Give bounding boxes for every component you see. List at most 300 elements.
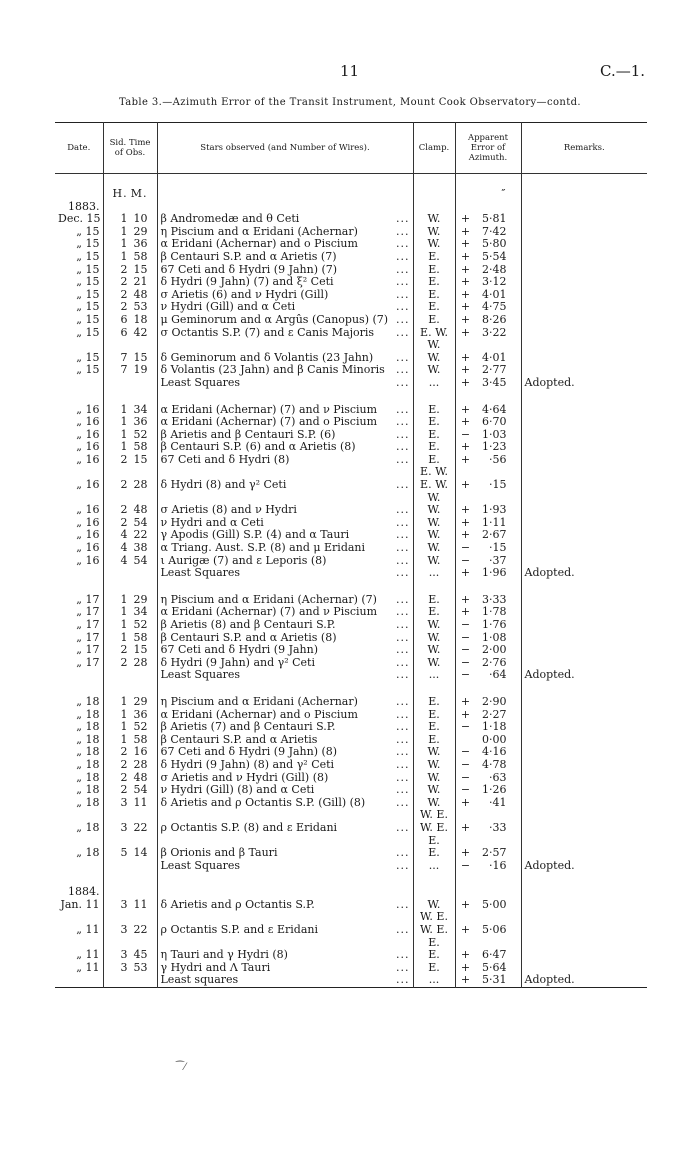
time-cell: [103, 479, 157, 492]
error-cell: [455, 441, 521, 454]
remark-cell: [521, 911, 647, 924]
stars-cell: ... 67 Ceti and δ Hydri (9 Jahn) (8): [157, 746, 413, 759]
error-cell: [455, 696, 521, 709]
date-cell: [55, 937, 103, 950]
table-row: [55, 657, 647, 670]
error-value: 3·33: [482, 593, 507, 606]
stars-text: β Centauri S.P. (6) and α Arietis (8): [160, 441, 356, 454]
clamp-cell: W.: [413, 492, 455, 505]
clamp-cell: E.: [413, 441, 455, 454]
clamp-cell: W. E.: [413, 809, 455, 822]
minute-value: 11: [133, 898, 148, 911]
table-row: [55, 937, 647, 950]
stars-cell: [157, 339, 413, 352]
table-row: [55, 479, 647, 492]
stars-cell: ... δ Hydri (8) and γ² Ceti: [157, 479, 413, 492]
time-cell: [103, 542, 157, 555]
hour-value: 5: [120, 847, 128, 860]
stars-cell: ... σ Arietis (8) and ν Hydri: [157, 504, 413, 517]
date-cell: [55, 682, 103, 696]
remark-cell: [521, 492, 647, 505]
stars-cell: ... η Piscium and α Eridani (Achernar) (7): [157, 594, 413, 607]
error-sign: +: [460, 504, 471, 517]
date-cell: Dec. 15: [58, 213, 101, 226]
date-cell: [55, 835, 103, 848]
hour-value: 2: [120, 453, 128, 466]
remark-cell: [521, 721, 647, 734]
stars-cell: ... 67 Ceti and δ Hydri (9 Jahn) (7): [157, 264, 413, 277]
hour-value: 7: [120, 351, 128, 364]
date-cell: [55, 669, 103, 682]
minute-value: 29: [133, 593, 148, 606]
error-sign: +: [460, 441, 471, 454]
table-row: [55, 962, 647, 975]
time-cell: [103, 721, 157, 734]
stars-text: Least Squares: [160, 859, 241, 872]
date-cell: „ 17: [76, 619, 100, 631]
minute-value: 54: [133, 516, 148, 529]
minute-value: 42: [133, 326, 148, 339]
time-cell: [103, 860, 157, 873]
error-value: ·15: [489, 479, 507, 492]
error-sign: −: [460, 669, 471, 682]
clamp-cell: [413, 682, 455, 696]
stars-text: γ Apodis (Gill) S.P. (4) and α Tauri: [160, 529, 350, 542]
hour-value: 1: [120, 695, 128, 708]
stars-text: σ Octantis S.P. (7) and ε Canis Majoris: [160, 326, 375, 339]
error-cell: [455, 632, 521, 645]
error-value: 2·57: [482, 847, 507, 860]
table-row: [55, 772, 647, 785]
clamp-cell: W.: [413, 364, 455, 377]
page-number: 11: [340, 62, 360, 80]
stars-text: ι Aurigæ (7) and ε Leporis (8): [160, 554, 327, 567]
table-row: [55, 504, 647, 517]
stars-text: β Arietis and β Centauri S.P. (6): [160, 428, 336, 441]
spacer-row: [55, 580, 647, 594]
clamp-cell: [413, 201, 455, 214]
date-cell: „ 18: [76, 771, 100, 784]
error-cell: [455, 759, 521, 772]
remark-cell: [521, 454, 647, 467]
stars-text: 67 Ceti and δ Hydri (9 Jahn): [160, 644, 318, 657]
stars-text: β Centauri S.P. and α Arietis (8): [160, 631, 337, 644]
stars-text: γ Hydri and Λ Tauri: [160, 961, 271, 974]
time-cell: [103, 734, 157, 747]
error-value: ·64: [489, 669, 507, 682]
hour-value: 1: [120, 225, 128, 238]
error-cell: [455, 429, 521, 442]
hour-value: 1: [120, 631, 128, 644]
stars-cell: ... μ Geminorum and α Argûs (Canopus) (7): [157, 314, 413, 327]
error-cell: [455, 594, 521, 607]
date-cell: „ 18: [76, 847, 100, 860]
error-value: 5·31: [482, 974, 507, 987]
clamp-cell: ...: [413, 567, 455, 580]
remark-cell: [521, 542, 647, 555]
stars-cell: ... β Arietis (8) and β Centauri S.P.: [157, 619, 413, 632]
stars-cell: ... ρ Octantis S.P. (8) and ε Eridani: [157, 822, 413, 835]
time-cell: [103, 529, 157, 542]
header-row: [55, 123, 647, 174]
date-cell: „ 11: [76, 949, 100, 962]
error-value: 1·11: [482, 516, 507, 529]
time-cell: [103, 797, 157, 810]
remark-cell: [521, 404, 647, 417]
time-cell: [103, 657, 157, 670]
table-row: [55, 734, 647, 747]
time-cell: [103, 364, 157, 377]
error-sign: +: [460, 313, 471, 326]
clamp-cell: W.: [413, 797, 455, 810]
error-sign: +: [460, 924, 471, 937]
stars-cell: ... β Arietis and β Centauri S.P. (6): [157, 429, 413, 442]
date-cell: „ 18: [76, 796, 100, 809]
remark-cell: [521, 416, 647, 429]
time-cell: [103, 466, 157, 479]
error-sign: +: [460, 403, 471, 416]
time-cell: [103, 301, 157, 314]
stars-text: Least squares: [160, 974, 239, 987]
stars-cell: ... σ Arietis (6) and ν Hydri (Gill): [157, 289, 413, 302]
error-sign: +: [460, 479, 471, 492]
stars-cell: [157, 492, 413, 505]
error-value: 6·47: [482, 949, 507, 962]
time-cell: [103, 517, 157, 530]
col-header-remarks: Remarks.: [521, 123, 647, 174]
time-cell: [103, 809, 157, 822]
minute-value: 36: [133, 416, 148, 429]
stars-cell: ... β Centauri S.P. and α Arietis: [157, 734, 413, 747]
clamp-cell: [413, 580, 455, 594]
hour-value: 1: [120, 708, 128, 721]
hours-unit: H.: [112, 188, 128, 200]
document-code: C.—1.: [600, 62, 646, 80]
clamp-cell: W.: [413, 352, 455, 365]
error-value: 8·26: [482, 313, 507, 326]
error-sign: +: [460, 796, 471, 809]
stars-cell: [157, 886, 413, 899]
remark-cell: [521, 226, 647, 239]
error-cell: [455, 682, 521, 696]
date-cell: „ 18: [76, 708, 100, 721]
error-sign: +: [460, 593, 471, 606]
minute-value: 22: [133, 821, 148, 834]
minute-value: 34: [133, 403, 148, 416]
hour-value: 2: [120, 263, 128, 276]
table-row: [55, 314, 647, 327]
time-cell: [103, 784, 157, 797]
stars-cell: [157, 466, 413, 479]
date-cell: [55, 466, 103, 479]
time-cell: [103, 213, 157, 226]
error-cell: [455, 339, 521, 352]
clamp-cell: W.: [413, 772, 455, 785]
clamp-cell: E. W.: [413, 466, 455, 479]
time-cell: [103, 924, 157, 937]
date-cell: „ 17: [76, 593, 100, 606]
table-row: [55, 377, 647, 390]
error-cell: [455, 238, 521, 251]
error-value: 3·22: [482, 326, 507, 339]
stars-cell: ... η Piscium and α Eridani (Achernar): [157, 226, 413, 239]
error-sign: +: [460, 263, 471, 276]
time-cell: [103, 746, 157, 759]
hour-value: 1: [120, 238, 128, 251]
time-cell: [103, 201, 157, 214]
minute-value: 58: [133, 733, 148, 746]
hour-value: 4: [120, 554, 128, 567]
error-value: 1·78: [482, 606, 507, 619]
table-row: [55, 466, 647, 479]
minute-value: 10: [133, 213, 148, 226]
stars-cell: ... σ Octantis S.P. (7) and ε Canis Majoris: [157, 327, 413, 340]
error-sign: −: [460, 619, 471, 631]
error-value: 0·00: [482, 733, 507, 746]
time-cell: [103, 949, 157, 962]
error-sign: +: [460, 821, 471, 834]
hour-value: 2: [120, 771, 128, 784]
error-value: 4·01: [482, 351, 507, 364]
hour-value: 2: [120, 784, 128, 797]
error-value: 1·96: [482, 567, 507, 580]
remark-cell: [521, 682, 647, 696]
table-row: [55, 784, 647, 797]
time-cell: [103, 937, 157, 950]
time-cell: [103, 594, 157, 607]
date-cell: „ 15: [76, 263, 100, 276]
date-cell: „ 15: [76, 351, 100, 364]
error-cell: [455, 746, 521, 759]
date-cell: „ 15: [76, 288, 100, 301]
remark-cell: [521, 529, 647, 542]
date-cell: „ 16: [76, 416, 100, 429]
date-cell: „ 16: [76, 516, 100, 529]
remark-cell: [521, 289, 647, 302]
stars-cell: ... ρ Octantis S.P. and ε Eridani: [157, 924, 413, 937]
error-value: ·37: [489, 554, 507, 567]
stars-cell: [157, 580, 413, 594]
remark-cell: [521, 606, 647, 619]
minute-value: 14: [133, 847, 148, 860]
error-sign: −: [460, 542, 471, 555]
stars-text: δ Arietis and ρ Octantis S.P.: [160, 898, 315, 911]
table-row: [55, 276, 647, 289]
time-cell: [103, 567, 157, 580]
time-cell: [103, 619, 157, 632]
error-value: ·63: [489, 771, 507, 784]
error-cell: [455, 709, 521, 722]
stars-text: Least Squares: [160, 669, 241, 682]
error-sign: −: [460, 554, 471, 567]
table-row: [55, 822, 647, 835]
table-body: [55, 174, 647, 988]
time-cell: [103, 251, 157, 264]
table-row: [55, 746, 647, 759]
error-cell: [455, 504, 521, 517]
table-row: [55, 213, 647, 226]
time-cell: [103, 709, 157, 722]
table-row: [55, 709, 647, 722]
stars-cell: [157, 682, 413, 696]
hour-value: 2: [120, 479, 128, 492]
error-cell: [455, 492, 521, 505]
stars-cell: ... Least squares: [157, 974, 413, 987]
time-cell: [103, 974, 157, 987]
error-cell: [455, 529, 521, 542]
error-value: 4·16: [482, 746, 507, 759]
error-sign: +: [460, 567, 471, 580]
date-cell: „ 16: [76, 441, 100, 454]
remark-cell: [521, 264, 647, 277]
table-row: [55, 226, 647, 239]
date-cell: „ 16: [76, 403, 100, 416]
units-row: [55, 188, 647, 201]
stars-text: δ Hydri (9 Jahn) (8) and γ² Ceti: [160, 758, 335, 771]
error-sign: −: [460, 656, 471, 669]
stars-cell: ... γ Apodis (Gill) S.P. (4) and α Tauri: [157, 529, 413, 542]
remark-cell: [521, 466, 647, 479]
date-cell: [55, 809, 103, 822]
minute-value: 38: [133, 542, 148, 555]
minute-value: 54: [133, 554, 148, 567]
date-cell: „ 16: [76, 453, 100, 466]
stars-cell: [157, 201, 413, 214]
date-cell: [55, 567, 103, 580]
time-cell: [103, 390, 157, 404]
clamp-cell: W.: [413, 542, 455, 555]
clamp-cell: E.: [413, 734, 455, 747]
minute-value: 45: [133, 949, 148, 962]
stars-cell: [157, 390, 413, 404]
time-cell: [103, 580, 157, 594]
error-value: 2·48: [482, 263, 507, 276]
remark-cell: [521, 276, 647, 289]
date-cell: „ 17: [76, 656, 100, 669]
error-cell: [455, 416, 521, 429]
hour-value: 1: [120, 441, 128, 454]
error-sign: +: [460, 708, 471, 721]
remark-cell: [521, 644, 647, 657]
hour-value: 2: [120, 758, 128, 771]
minute-value: 19: [133, 364, 148, 377]
date-cell: [55, 580, 103, 594]
hour-value: 1: [120, 403, 128, 416]
time-cell: [103, 238, 157, 251]
clamp-cell: W. E.: [413, 924, 455, 937]
stars-cell: ... δ Arietis and ρ Octantis S.P.: [157, 899, 413, 912]
remark-cell: [521, 962, 647, 975]
minute-value: 18: [133, 313, 148, 326]
time-cell: [103, 404, 157, 417]
stars-text: ν Hydri (Gill) (8) and α Ceti: [160, 784, 315, 797]
date-cell: [55, 974, 103, 987]
stars-cell: ... α Eridani (Achernar) (7) and ν Piscium: [157, 606, 413, 619]
time-cell: [103, 314, 157, 327]
remark-cell: [521, 949, 647, 962]
clamp-cell: E.: [413, 962, 455, 975]
stars-text: β Orionis and β Tauri: [160, 847, 278, 860]
remark-cell: [521, 696, 647, 709]
stars-text: ν Hydri (Gill) and α Ceti: [160, 301, 296, 314]
table-row: [55, 797, 647, 810]
date-cell: „ 11: [76, 924, 100, 937]
date-cell: „ 15: [76, 326, 100, 339]
clamp-cell: E.: [413, 301, 455, 314]
time-cell: [103, 632, 157, 645]
stars-text: α Eridani (Achernar) and ο Piscium: [160, 238, 358, 251]
remark-cell: Adopted.: [521, 860, 647, 873]
hour-value: 2: [120, 746, 128, 759]
clamp-cell: E.: [413, 835, 455, 848]
error-value: 1·23: [482, 441, 507, 454]
stars-text: δ Volantis (23 Jahn) and β Canis Minoris: [160, 364, 385, 377]
error-sign: −: [460, 859, 471, 872]
hour-value: 3: [120, 949, 128, 962]
col-header-clamp: Clamp.: [413, 123, 455, 174]
minute-value: 28: [133, 479, 148, 492]
date-cell: 1884.: [68, 886, 100, 899]
clamp-cell: W. E.: [413, 911, 455, 924]
time-cell: [103, 492, 157, 505]
error-sign: +: [460, 376, 471, 389]
hour-value: 2: [120, 288, 128, 301]
table-row: [55, 404, 647, 417]
time-cell: [103, 772, 157, 785]
stars-cell: ... ν Hydri (Gill) and α Ceti: [157, 301, 413, 314]
error-cell: [455, 721, 521, 734]
remark-cell: [521, 314, 647, 327]
hour-value: 2: [120, 656, 128, 669]
minute-value: 54: [133, 784, 148, 797]
stars-cell: ... ν Hydri and α Ceti: [157, 517, 413, 530]
remark-cell: Adopted.: [521, 567, 647, 580]
seconds-unit: ″: [501, 188, 507, 200]
hour-value: 1: [120, 428, 128, 441]
minute-value: 48: [133, 771, 148, 784]
table-row: [55, 542, 647, 555]
minute-value: 58: [133, 631, 148, 644]
remark-cell: [521, 847, 647, 860]
hour-value: 1: [120, 606, 128, 619]
error-cell: [455, 911, 521, 924]
clamp-cell: E. W.: [413, 479, 455, 492]
clamp-cell: E.: [413, 251, 455, 264]
clamp-cell: E.: [413, 289, 455, 302]
minute-value: 29: [133, 225, 148, 238]
table-row: [55, 301, 647, 314]
table-row: [55, 364, 647, 377]
error-cell: [455, 899, 521, 912]
time-cell: [103, 339, 157, 352]
stars-cell: ... δ Volantis (23 Jahn) and β Canis Minoris: [157, 364, 413, 377]
spacer-row: [55, 174, 647, 189]
error-cell: [455, 301, 521, 314]
remark-cell: [521, 657, 647, 670]
remark-cell: [521, 937, 647, 950]
date-cell: „ 17: [76, 606, 100, 619]
hour-value: 2: [120, 516, 128, 529]
minute-value: 34: [133, 606, 148, 619]
table-row: [55, 835, 647, 848]
date-cell: „ 16: [76, 428, 100, 441]
clamp-cell: E.: [413, 404, 455, 417]
hour-value: 1: [120, 733, 128, 746]
remark-cell: [521, 759, 647, 772]
remark-cell: [521, 746, 647, 759]
error-cell: [455, 619, 521, 632]
date-cell: „ 18: [76, 733, 100, 746]
